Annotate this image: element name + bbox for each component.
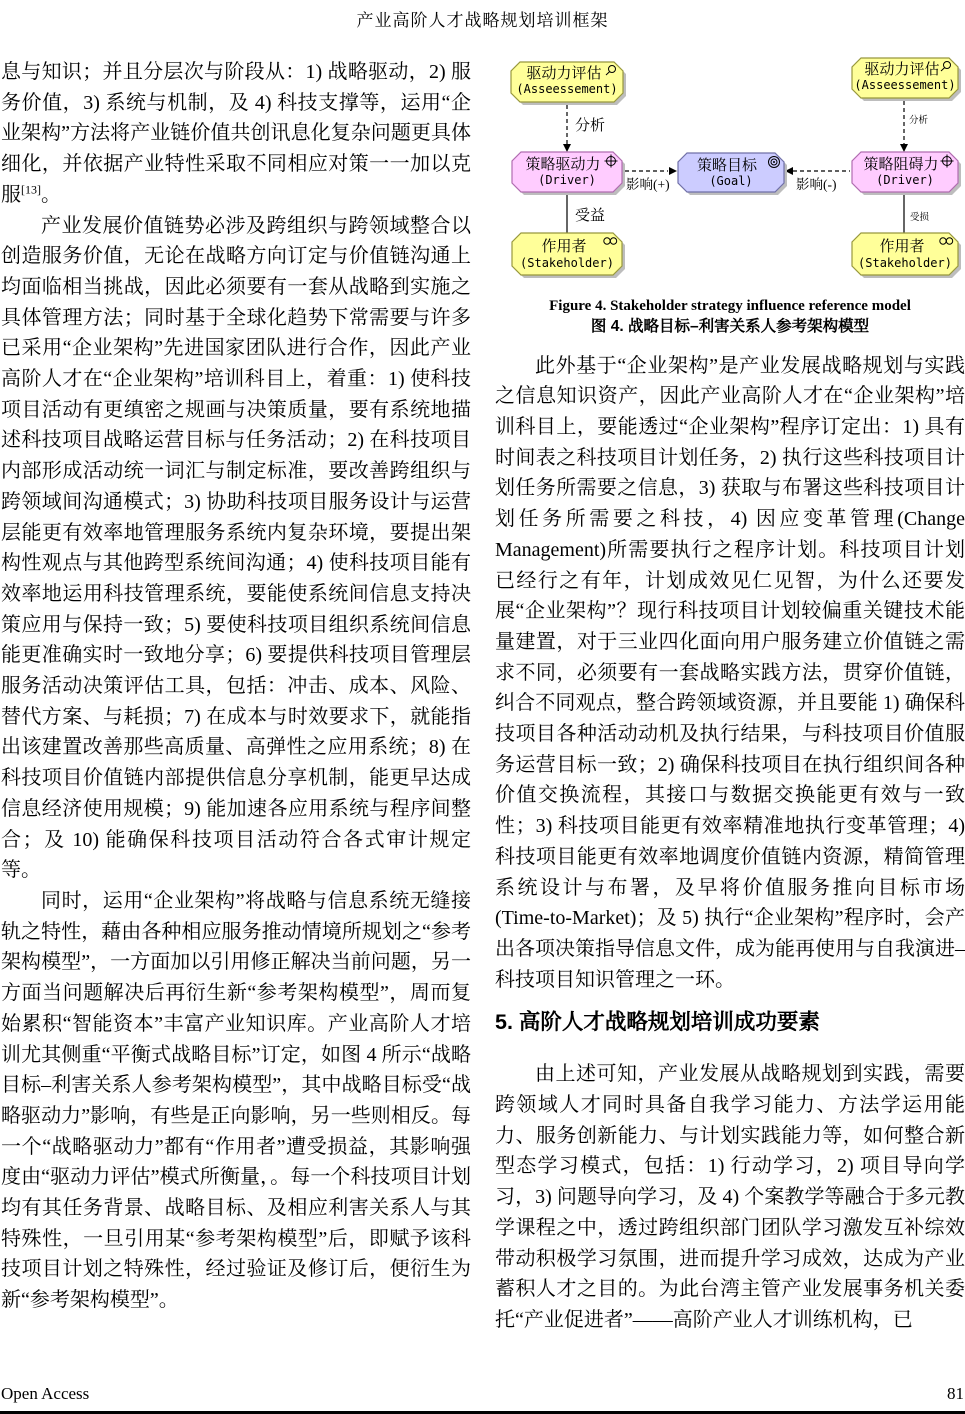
edge-analysis-right (900, 101, 929, 152)
paragraph-continuation (1, 57, 471, 211)
paragraph: 产业发展价值链势必涉及跨组织与跨领域整合以创造服务价值，无论在战略方向订定与价值链沟通上均面临相当挑战，因此必须要有一套从战略到实施之具体管理方法；同时基于全球化趋势下常需要与许多已采用“企业架构”先进国家团队进行合作，因此产业高阶人才在“企业架构”培训科目上，着重：1) 使科技项目活动有更缜密之规画与决策质量，要有系统地描述科技项目战略运营目标与任务活动；2) 在科技项目内部形成活动统一词汇与制定标准，要改善跨组织与跨领域间沟通模式；3) 协助科技项目服务设计与运营层能更有效率地管理服务系统内复杂环境，要提出架构性观点与其他跨型系统间沟通；4) 使科技项目能有效率地运用科技管理系统，要能使系统间信息支持决策应用与保持一致；5) 要使科技项目组织系统间信息能更准确实时一致地分享；6) 要提供科技项目管理层服务活动决策评估工具，包括：冲击、成本、风险、替代方案、与耗损；7) 在成本与时效要求下，就能指出该建置改善那些高质量、高弹性之应用系统；8) 在科技项目价值链内部提供信息分享机制，能更早达成信息经济使用规模；9) 能加速各应用系统与程序间整合；及 10) 能确保科技项目活动符合各式审计规定等。 (1, 214, 471, 882)
svg-text:驱动力评估: 驱动力评估 (526, 66, 602, 82)
node-goal (678, 153, 787, 195)
svg-text:(Driver): (Driver) (538, 173, 596, 187)
open-access-label: Open Access (1, 1384, 90, 1403)
reference-citation: [13] (21, 182, 41, 197)
svg-text:作用者: 作用者 (879, 239, 925, 255)
paragraph: 由上述可知，产业发展从战略规划到实践，需要跨领域人才同时具备自我学习能力、方法学运用能力、服务创新能力、与计划实践能力等，如何整合新型态学习模式，包括：1) 行动学习，2) 项目导向学习，3) 问题导向学习，及 4) 个案教学等融合于多元教学课程之中，透过跨组织部门团队学习激发互补综效带动积极学习氛围，进而提升学习成效，达成为产业蓄积人才之目的。为此台湾主管产业发展事务机关委托“产业促进者”——高阶产业人才训练机构，已 (495, 1063, 965, 1331)
paragraph-text: 。 (41, 183, 61, 206)
edge-harm-right (904, 195, 930, 233)
svg-text:(Driver): (Driver) (876, 173, 934, 187)
node-stakeholder-left (512, 233, 625, 278)
edge-label-analysis: 分析 (575, 118, 606, 134)
svg-text:(Asseessement): (Asseessement) (516, 82, 618, 96)
figure-4-diagram (495, 57, 965, 293)
paragraph-text: 息与知识；并且分层次与阶段从：1) 战略驱动，2) 服务价值，3) 系统与机制，及 4) 科技支撑等，运用“企业架构”方法将产业链价值共创讯息化复杂问题更具体细化，并依据产业特性采取不同相应对策一一加以克服 (1, 61, 471, 206)
node-assessment-left (511, 62, 626, 105)
figure-caption-chinese: 图 4. 战略目标–利害关系人参考架构模型 (590, 317, 870, 335)
node-driver-left (512, 152, 625, 195)
svg-text:(Goal): (Goal) (709, 174, 753, 188)
node-assessment-right (852, 58, 961, 101)
svg-text:作用者: 作用者 (541, 239, 587, 255)
paragraph: 同时，运用“企业架构”将战略与信息系统无缝接轨之特性，藉由各种相应服务推动情境所规划之“参考架构模型”，一方面加以引用修正解决当前问题，另一方面当问题解决后再衍生新“参考架构模型”，周而复始累积“智能资本”丰富产业知识库。产业高阶人才培训尤其侧重“平衡式战略目标”订定，如图 4 所示“战略目标–利害关系人参考架构模型”，其中战略目标受“战略驱动力”影响，有些是正向影响，另一些则相反。每一个“战略驱动力”都有“作用者”遭受损益，其影响强度由“驱动力评估”模式所衡量，。每一个科技项目计划均有其任务背景、战略目标、及相应利害关系人与其特殊性，一旦引用某“参考架构模型”后，即赋予该科技项目计划之特殊性，经过验证及修订后，便衍生为新“参考架构模型”。 (1, 889, 471, 1312)
figure-caption-english: Figure 4. Stakeholder strategy influence reference model (549, 298, 911, 314)
edge-analysis-left (563, 105, 605, 152)
svg-text:驱动力评估: 驱动力评估 (864, 62, 940, 78)
node-driver-right (852, 152, 961, 195)
page-title: 产业高阶人才战略规划培训框架 (356, 11, 609, 30)
edge-label-harm: 受损 (910, 213, 930, 223)
svg-text:策略阻碍力: 策略阻碍力 (863, 157, 939, 173)
left-column (1, 57, 471, 1316)
svg-text:(Asseessement): (Asseessement) (854, 78, 956, 92)
page-number: 81 (947, 1384, 964, 1403)
edge-label-influence-positive: 影响(+) (626, 177, 670, 192)
right-column (495, 57, 965, 1336)
node-stakeholder-right (852, 233, 961, 278)
edge-label-benefit: 受益 (575, 208, 606, 224)
paragraph: 此外基于“企业架构”是产业发展战略规划与实践之信息知识资产，因此产业高阶人才在“企业架构”培训科目上，要能透过“企业架构”程序订定出：1) 具有时间表之科技项目计划任务，2) 执行这些科技项目计划任务所需要之信息，3) 获取与布署这些科技项目计划任务所需要之科技，4) 因应变革管理(Change Management)所需要执行之程序计划。科技项目计划已经行之有年，计划成效见仁见智，为什么还要发展“企业架构”？现行科技项目计划较偏重关键技术能量建置，对于三业四化面向用户服务建立价值链之需求不同，必须要有一套战略实践方法，贯穿价值链，纠合不同观点，整合跨领域资源，并且要能 1) 确保科技项目各种活动动机及执行结果，与科技项目价值服务运营目标一致；2) 确保科技项目在执行组织间各种价值交换流程，其接口与数据交换能更有效与一致性；3) 科技项目能更有效率精准地执行变革管理；4) 科技项目能更有效率地调度价值链内资源，精简管理系统设计与布署，及早将价值服务推向目标市场(Time-to-Market)；及 5) 执行“企业架构”程序时，会产出各项决策指导信息文件，成为能再使用与自我演进–科技项目知识管理之一环。 (495, 354, 965, 991)
svg-text:策略驱动力: 策略驱动力 (525, 157, 601, 173)
svg-text:策略目标: 策略目标 (696, 158, 758, 174)
edge-influence-positive (625, 167, 677, 192)
section-heading: 5. 高阶人才战略规划培训成功要素 (495, 1010, 820, 1035)
page-footer (1, 1384, 964, 1404)
svg-text:(Stakeholder): (Stakeholder) (858, 256, 952, 270)
edge-influence-negative (785, 167, 850, 192)
edge-label-influence-negative: 影响(-) (796, 177, 837, 192)
svg-text:(Stakeholder): (Stakeholder) (520, 256, 614, 270)
figure-caption (495, 297, 965, 337)
edge-label-analysis: 分析 (909, 116, 929, 126)
edge-benefit-left (567, 195, 605, 233)
